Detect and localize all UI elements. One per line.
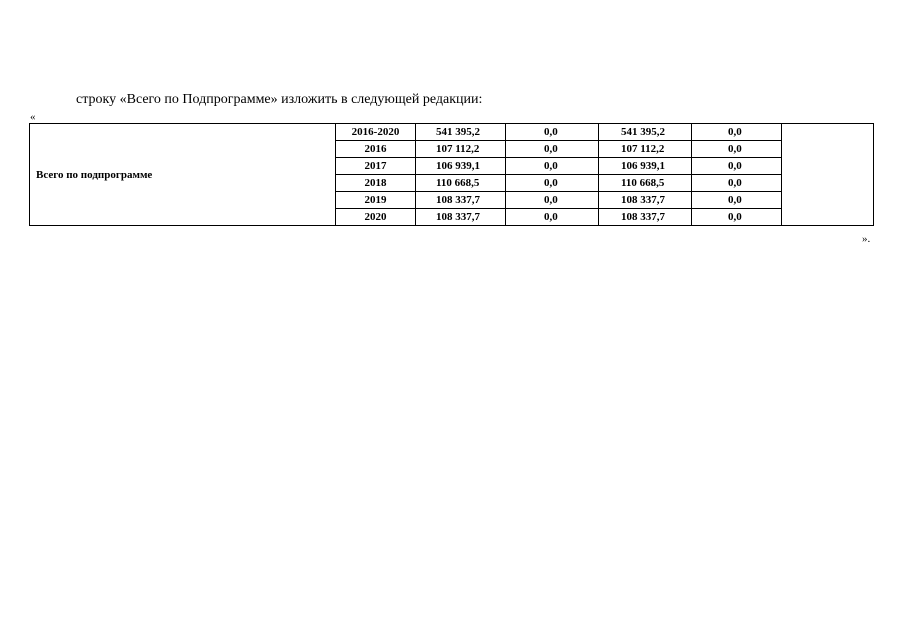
- value-cell: 0,0: [506, 124, 599, 141]
- value-cell: 0,0: [692, 124, 782, 141]
- total-cell: 108 337,7: [416, 192, 506, 209]
- value-cell: 0,0: [506, 158, 599, 175]
- row-label: Всего по подпрограмме: [30, 124, 336, 226]
- period-cell: 2017: [336, 158, 416, 175]
- value-cell: 0,0: [506, 175, 599, 192]
- period-cell: 2018: [336, 175, 416, 192]
- value-cell: 0,0: [692, 192, 782, 209]
- period-cell: 2020: [336, 209, 416, 226]
- total-cell: 108 337,7: [416, 209, 506, 226]
- value-cell: 541 395,2: [599, 124, 692, 141]
- total-cell: 106 939,1: [416, 158, 506, 175]
- total-cell: 107 112,2: [416, 141, 506, 158]
- closing-quote-mark: ».: [862, 233, 871, 245]
- value-cell: 106 939,1: [599, 158, 692, 175]
- intro-text: строку «Всего по Подпрограмме» изложить в следующей редакции:: [76, 92, 483, 107]
- period-cell: 2016-2020: [336, 124, 416, 141]
- value-cell: 0,0: [506, 141, 599, 158]
- value-cell: 108 337,7: [599, 209, 692, 226]
- value-cell: 110 668,5: [599, 175, 692, 192]
- empty-cell: [782, 124, 874, 226]
- total-cell: 541 395,2: [416, 124, 506, 141]
- value-cell: 108 337,7: [599, 192, 692, 209]
- value-cell: 0,0: [506, 192, 599, 209]
- value-cell: 0,0: [692, 175, 782, 192]
- value-cell: 0,0: [506, 209, 599, 226]
- total-cell: 110 668,5: [416, 175, 506, 192]
- opening-quote-mark: «: [30, 111, 36, 123]
- subprogram-total-table: [29, 123, 874, 226]
- table-row: [30, 124, 874, 141]
- value-cell: 0,0: [692, 141, 782, 158]
- value-cell: 107 112,2: [599, 141, 692, 158]
- value-cell: 0,0: [692, 158, 782, 175]
- period-cell: 2019: [336, 192, 416, 209]
- value-cell: 0,0: [692, 209, 782, 226]
- period-cell: 2016: [336, 141, 416, 158]
